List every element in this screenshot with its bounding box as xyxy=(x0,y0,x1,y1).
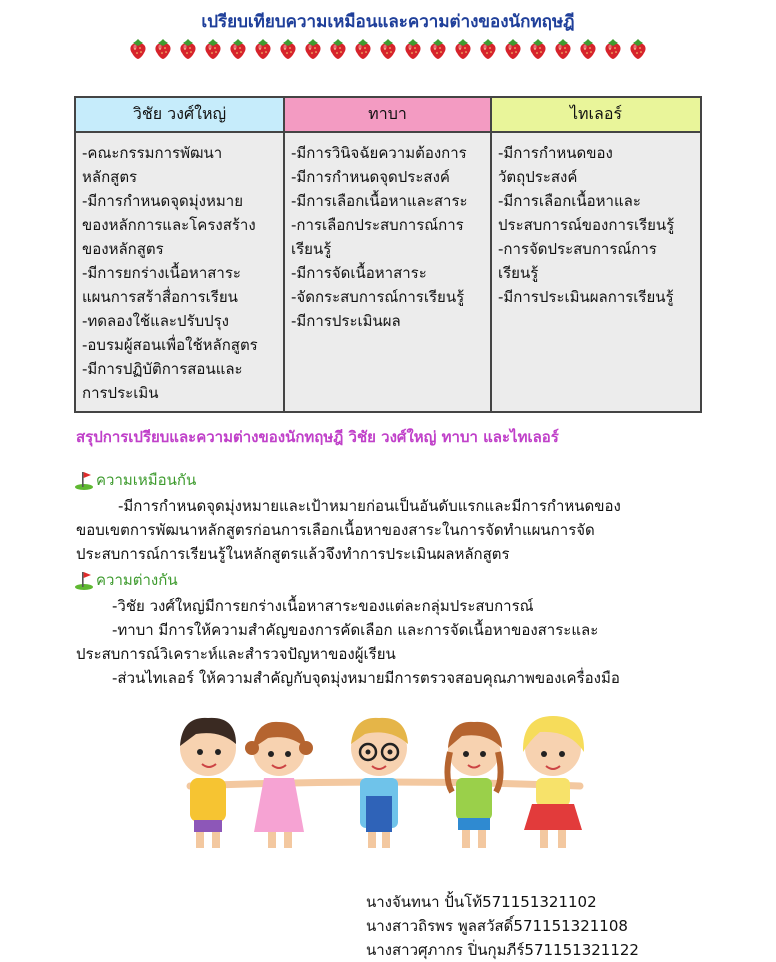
strawberry-icon xyxy=(353,38,373,60)
cell-wichai xyxy=(75,132,284,412)
table-header-row xyxy=(75,97,701,132)
list-item: เรียนรู้ xyxy=(498,264,539,282)
strawberry-icon xyxy=(253,38,273,60)
list-item: -จัดกระสบการณ์การเรียนรู้ xyxy=(291,288,465,306)
list-item: -มีการประเมินผล xyxy=(291,312,401,330)
golf-flag-icon xyxy=(74,570,94,590)
list-item: ของหลักสูตร xyxy=(82,240,164,258)
list-item: -มีการกำหนดของ xyxy=(498,144,613,162)
similar-line: ขอบเขตการพัฒนาหลักสูตรก่อนการเลือกเนื้อหาของสาระในการจัดทำแผนการจัด xyxy=(76,521,595,539)
similar-heading: ความเหมือนกัน xyxy=(96,471,197,489)
strawberry-icon xyxy=(628,38,648,60)
strawberry-icon xyxy=(178,38,198,60)
cell-taba xyxy=(284,132,491,412)
author-line: นางจันทนา ปั้นโท้571151321102 xyxy=(366,893,597,911)
list-item: -ทดลองใช้และปรับปรุง xyxy=(82,312,229,330)
different-heading-row xyxy=(74,568,178,592)
golf-flag-icon xyxy=(74,470,94,490)
similar-heading-row xyxy=(74,468,196,492)
list-item: การประเมิน xyxy=(82,384,159,402)
list-item: -มีการเลือกเนื้อหาและ xyxy=(498,192,641,210)
list-item: -มีการประเมินผลการเรียนรู้ xyxy=(498,288,674,306)
cell-tyler xyxy=(491,132,701,412)
list-item: -คณะกรรมการพัฒนา xyxy=(82,144,223,162)
children-illustration xyxy=(160,708,610,858)
list-item: -การเลือกประสบการณ์การ xyxy=(291,216,464,234)
strawberry-icon xyxy=(303,38,323,60)
list-item: หลักสูตร xyxy=(82,168,138,186)
header-tyler: ไทเลอร์ xyxy=(491,97,701,132)
strawberry-icon xyxy=(203,38,223,60)
similar-line: ประสบการณ์การเรียนรู้ในหลักสูตรแล้วจึงทำการประเมินผลหลักสูตร xyxy=(76,545,510,563)
list-item: แผนการสร้าสื่อการเรียน xyxy=(82,288,238,306)
strawberry-icon xyxy=(378,38,398,60)
different-line: -ทาบา มีการให้ความสำคัญของการคัดเลือก และการจัดเนื้อหาของสาระและ xyxy=(112,621,599,639)
different-line: -ส่วนไทเลอร์ ให้ความสำคัญกับจุดมุ่งหมายมีการตรวจสอบคุณภาพของเครื่องมือ xyxy=(112,669,620,687)
page-title: เปรียบเทียบความเหมือนและความต่างของนักทฤษฎี xyxy=(201,12,575,32)
strawberry-icon xyxy=(478,38,498,60)
strawberry-icon xyxy=(328,38,348,60)
list-item: -มีการจัดเนื้อหาสาระ xyxy=(291,264,427,282)
list-item: -มีการยกร่างเนื้อหาสาระ xyxy=(82,264,241,282)
list-item: -มีการวินิจฉัยความต้องการ xyxy=(291,144,467,162)
list-item: เรียนรู้ xyxy=(291,240,332,258)
list-item: -อบรมผู้สอนเพื่อใช้หลักสูตร xyxy=(82,336,258,354)
header-wichai: วิชัย วงศ์ใหญ่ xyxy=(75,97,284,132)
list-item: -มีการกำหนดจุดประสงค์ xyxy=(291,168,450,186)
table-row xyxy=(75,132,701,412)
strawberry-icon xyxy=(153,38,173,60)
comparison-table xyxy=(74,96,702,413)
different-line: ประสบการณ์วิเคราะห์และสำรวจปัญหาของผู้เรียน xyxy=(76,645,396,663)
list-item: -มีการเลือกเนื้อหาและสาระ xyxy=(291,192,468,210)
strawberry-icon xyxy=(503,38,523,60)
list-item: วัตถุประสงค์ xyxy=(498,168,578,186)
strawberry-icon xyxy=(278,38,298,60)
strawberry-icon xyxy=(453,38,473,60)
different-line: -วิชัย วงศ์ใหญ่มีการยกร่างเนื้อหาสาระของแต่ละกลุ่มประสบการณ์ xyxy=(112,597,534,615)
strawberry-icon xyxy=(553,38,573,60)
strawberry-icon xyxy=(603,38,623,60)
strawberry-icon xyxy=(528,38,548,60)
strawberry-icon xyxy=(428,38,448,60)
list-item: -มีการกำหนดจุดมุ่งหมาย xyxy=(82,192,243,210)
strawberry-icon xyxy=(403,38,423,60)
different-heading: ความต่างกัน xyxy=(96,571,178,589)
strawberry-icon xyxy=(578,38,598,60)
author-line: นางสาวศุภากร ปิ่นกุมภีร์571151321122 xyxy=(366,941,639,959)
similar-line: -มีการกำหนดจุดมุ่งหมายและเป้าหมายก่อนเป็นอันดับแรกและมีการกำหนดของ xyxy=(118,497,621,515)
list-item: -การจัดประสบการณ์การ xyxy=(498,240,657,258)
summary-heading: สรุปการเปรียบและความต่างของนักทฤษฎี วิชัย วงศ์ใหญ่ ทาบา และไทเลอร์ xyxy=(76,428,559,446)
list-item: ของหลักการและโครงสร้าง xyxy=(82,216,256,234)
header-taba: ทาบา xyxy=(284,97,491,132)
author-line: นางสาวถิรพร พูลสวัสดิ์571151321108 xyxy=(366,917,628,935)
list-item: -มีการปฏิบัติการสอนและ xyxy=(82,360,243,378)
list-item: ประสบการณ์ของการเรียนรู้ xyxy=(498,216,675,234)
strawberry-icon xyxy=(228,38,248,60)
strawberry-row xyxy=(128,38,648,62)
strawberry-icon xyxy=(128,38,148,60)
